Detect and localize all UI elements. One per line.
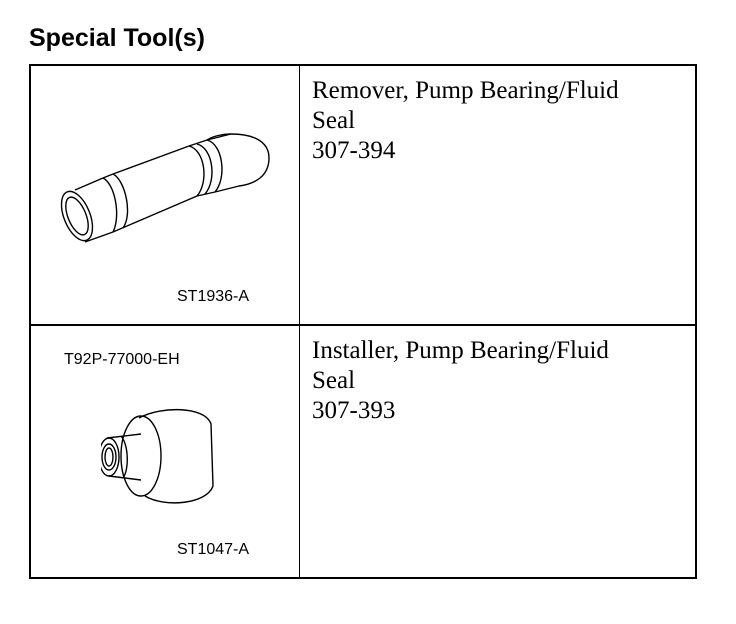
tool-description-cell xyxy=(300,326,695,577)
special-tools-table xyxy=(29,64,697,579)
tool-name-line: Remover, Pump Bearing/Fluid xyxy=(312,77,619,104)
pump-bearing-seal-remover-drawing xyxy=(55,130,275,248)
tool-kit-number: T92P-77000-EH xyxy=(64,351,180,368)
pump-bearing-seal-installer-drawing xyxy=(101,404,221,514)
tool-illustration-number: ST1047-A xyxy=(177,541,250,558)
tool-row xyxy=(31,66,695,326)
tool-part-number: 307-394 xyxy=(312,137,396,164)
tool-name-line: Seal xyxy=(312,107,356,134)
tool-illustration-cell xyxy=(31,66,300,324)
section-title: Special Tool(s) xyxy=(29,24,205,52)
tool-part-number: 307-393 xyxy=(312,397,396,424)
tool-description xyxy=(312,336,682,426)
tool-illustration-number: ST1936-A xyxy=(177,288,250,305)
tool-illustration-cell xyxy=(31,326,300,577)
tool-description xyxy=(312,76,682,166)
tool-name-line: Seal xyxy=(312,367,356,394)
tool-row xyxy=(31,326,695,577)
tool-name-line: Installer, Pump Bearing/Fluid xyxy=(312,337,609,364)
tool-description-cell xyxy=(300,66,695,324)
